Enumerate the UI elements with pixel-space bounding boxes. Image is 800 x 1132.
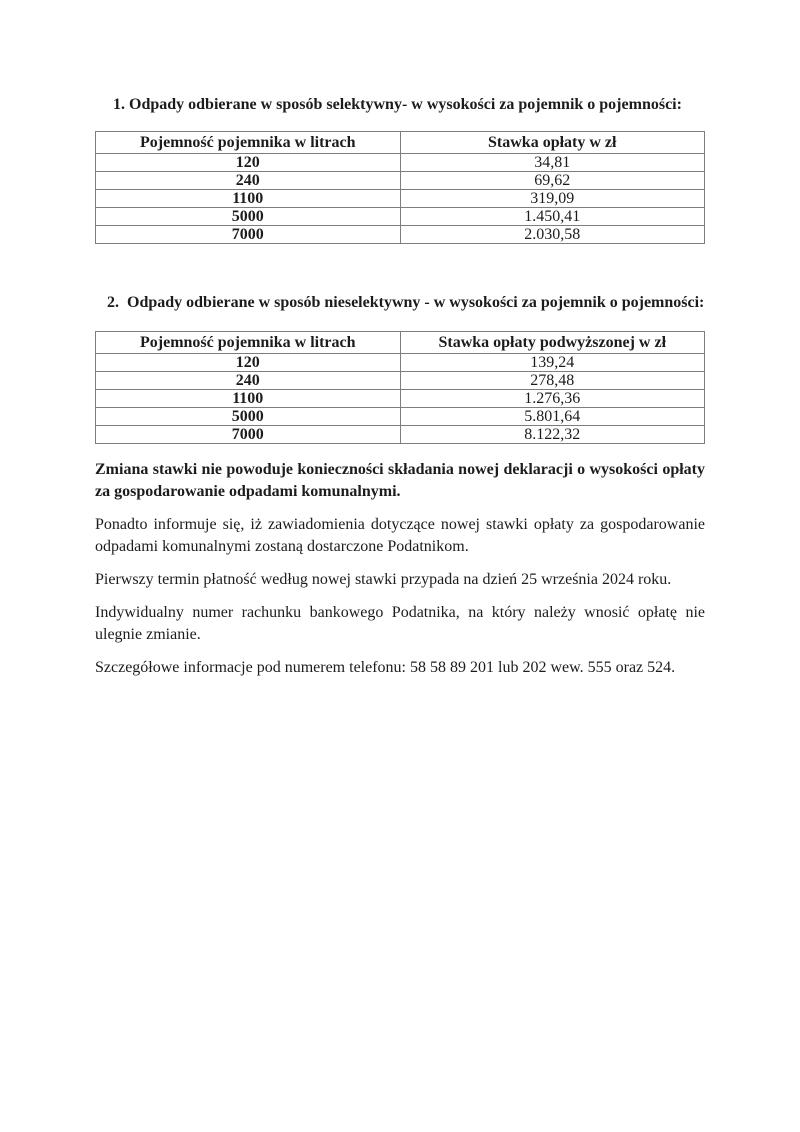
capacity-column-header: Pojemność pojemnika w litrach — [96, 332, 401, 354]
selective-rates-table — [95, 131, 705, 244]
paragraph-notifications-delivery: Ponadto informuje się, iż zawiadomienia dotyczące nowej stawki opłaty za gospodarowanie odpadami komunalnymi zostaną dostarczone Podatnikom. — [95, 516, 705, 555]
table-row — [96, 426, 705, 444]
table-row — [96, 226, 705, 244]
capacity-cell: 120 — [96, 154, 401, 172]
document-content — [95, 0, 705, 679]
capacity-cell: 240 — [96, 172, 401, 190]
capacity-column-header: Pojemność pojemnika w litrach — [96, 132, 401, 154]
paragraph-first-payment-date: Pierwszy termin płatność według nowej stawki przypada na dzień 25 września 2024 roku. — [95, 571, 672, 588]
rate-cell: 69,62 — [400, 172, 705, 190]
table-header-row — [96, 332, 705, 354]
increased-rate-column-header: Stawka opłaty podwyższonej w zł — [400, 332, 705, 354]
rate-cell: 278,48 — [400, 372, 705, 390]
rate-cell: 139,24 — [400, 354, 705, 372]
capacity-cell: 7000 — [96, 426, 401, 444]
rate-cell: 1.276,36 — [400, 390, 705, 408]
rate-cell: 34,81 — [400, 154, 705, 172]
table-header-row — [96, 132, 705, 154]
paragraph-bank-account: Indywidualny numer rachunku bankowego Podatnika, na który należy wnosić opłatę nie ulegnie zmianie. — [95, 604, 705, 643]
table-row — [96, 154, 705, 172]
capacity-cell: 1100 — [96, 390, 401, 408]
rate-cell: 1.450,41 — [400, 208, 705, 226]
capacity-cell: 240 — [96, 372, 401, 390]
capacity-cell: 1100 — [96, 190, 401, 208]
paragraph-no-new-declaration: Zmiana stawki nie powoduje konieczności składania nowej deklaracji o wysokości opłaty za gospodarowanie odpadami komunalnymi. — [95, 461, 705, 500]
rate-cell: 8.122,32 — [400, 426, 705, 444]
capacity-cell: 5000 — [96, 208, 401, 226]
table-row — [96, 372, 705, 390]
table-row — [96, 190, 705, 208]
table-row — [96, 208, 705, 226]
capacity-cell: 5000 — [96, 408, 401, 426]
non-selective-rates-table — [95, 331, 705, 444]
table-row — [96, 390, 705, 408]
capacity-cell: 7000 — [96, 226, 401, 244]
paragraph-contact-info: Szczegółowe informacje pod numerem telefonu: 58 58 89 201 lub 202 wew. 555 oraz 524. — [95, 659, 676, 676]
rate-cell: 2.030,58 — [400, 226, 705, 244]
table-row — [96, 408, 705, 426]
section-1-heading: 1. Odpady odbierane w sposób selektywny- w wysokości za pojemnik o pojemności: — [113, 96, 682, 113]
rate-cell: 319,09 — [400, 190, 705, 208]
table-row — [96, 354, 705, 372]
rate-cell: 5.801,64 — [400, 408, 705, 426]
table-row — [96, 172, 705, 190]
capacity-cell: 120 — [96, 354, 401, 372]
section-2-heading: 2. Odpady odbierane w sposób nieselektywny - w wysokości za pojemnik o pojemności: — [107, 294, 705, 311]
rate-column-header: Stawka opłaty w zł — [400, 132, 705, 154]
